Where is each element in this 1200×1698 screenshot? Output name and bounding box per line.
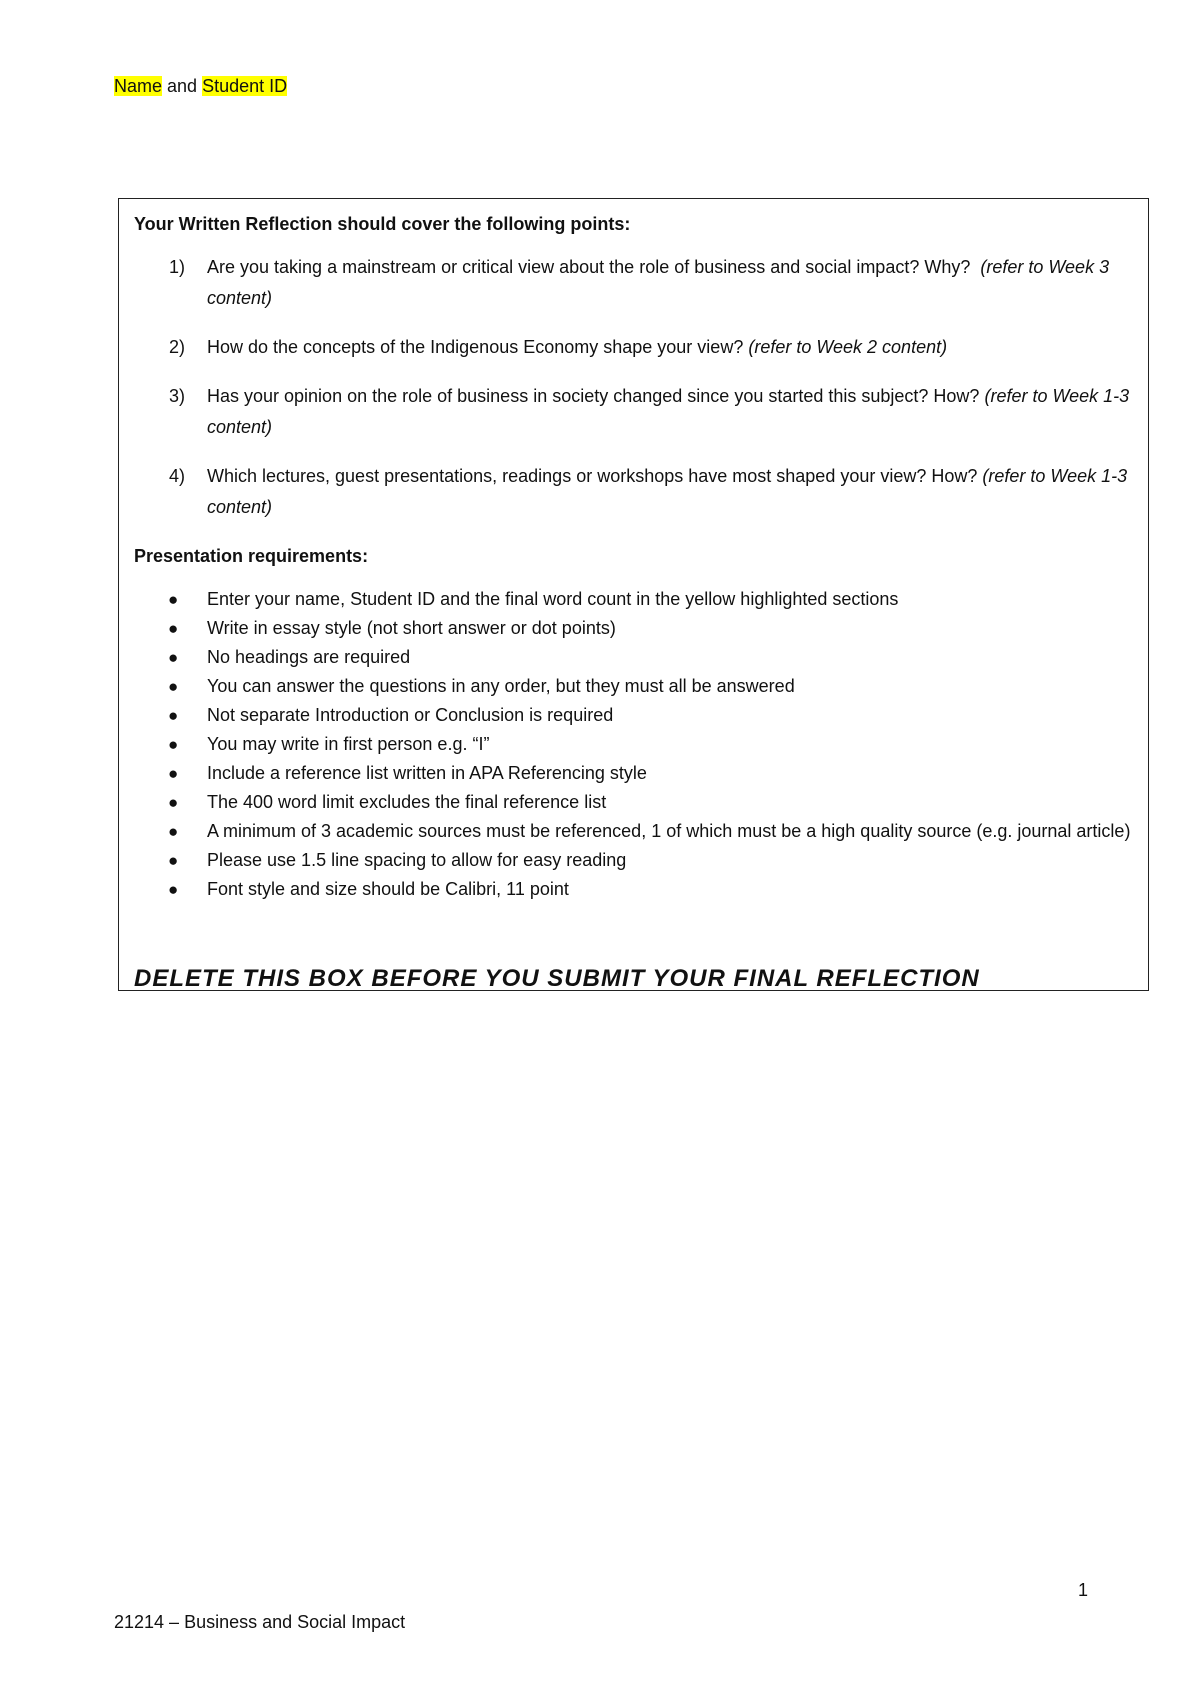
requirement-text: A minimum of 3 academic sources must be referenced, 1 of which must be a high quality source (e.g. journal article) [207,821,1131,841]
requirement-item [134,701,1131,730]
requirement-text: Include a reference list written in APA Referencing style [207,763,647,783]
requirement-item [134,759,1131,788]
requirement-text: Font style and size should be Calibri, 11 point [207,879,569,899]
bullet-icon: ● [168,822,179,841]
question-text: Are you taking a mainstream or critical view about the role of business and social impact? Why? [207,257,981,277]
question-text: Has your opinion on the role of business in society changed since you started this subject? How? [207,386,985,406]
document-header [114,72,287,100]
question-item [134,381,1131,443]
question-text: Which lectures, guest presentations, readings or workshops have most shaped your view? How? [207,466,983,486]
question-item [134,332,1131,363]
bullet-icon: ● [168,677,179,696]
question-list [134,252,1131,523]
requirement-text: The 400 word limit excludes the final reference list [207,792,607,812]
bullet-icon: ● [168,793,179,812]
question-reference: (refer to Week 3 content) [207,257,1110,308]
bullet-icon: ● [168,880,179,899]
question-text: How do the concepts of the Indigenous Economy shape your view? [207,337,749,357]
student-id-placeholder[interactable]: Student ID [202,76,288,96]
delete-box-warning: DELETE THIS BOX BEFORE YOU SUBMIT YOUR FINAL REFLECTION [134,965,980,991]
requirements-heading: Presentation requirements: [134,546,369,566]
requirement-text: You may write in first person e.g. “I” [207,734,490,754]
bullet-icon: ● [168,735,179,754]
question-number: 1) [169,257,186,277]
document-footer: 21214 – Business and Social Impact [114,1612,406,1632]
bullet-icon: ● [168,619,179,638]
question-reference: (refer to Week 2 content) [748,337,948,357]
instructions-content [134,209,1131,904]
requirement-item [134,730,1131,759]
bullet-icon: ● [168,851,179,870]
requirement-text: Please use 1.5 line spacing to allow for easy reading [207,850,627,870]
header-and-text: and [162,76,203,96]
requirement-item [134,875,1131,904]
instructions-box [118,198,1149,991]
requirement-item [134,788,1131,817]
requirement-text: Not separate Introduction or Conclusion is required [207,705,614,725]
question-reference: (refer to Week 1-3 content) [207,386,1130,437]
question-reference: (refer to Week 1-3 content) [207,466,1128,517]
requirement-item [134,614,1131,643]
reflection-heading: Your Written Reflection should cover the following points: [134,214,631,234]
requirement-item [134,672,1131,701]
question-number: 4) [169,466,186,486]
bullet-icon: ● [168,706,179,725]
requirement-text: Enter your name, Student ID and the final word count in the yellow highlighted sections [207,589,899,609]
name-placeholder[interactable]: Name [114,76,163,96]
bullet-icon: ● [168,590,179,609]
bullet-icon: ● [168,648,179,667]
requirement-item [134,643,1131,672]
requirement-text: Write in essay style (not short answer or dot points) [207,618,616,638]
bullet-icon: ● [168,764,179,783]
question-item [134,461,1131,523]
page-number: 1 [1078,1580,1089,1600]
requirement-text: You can answer the questions in any order, but they must all be answered [207,676,795,696]
requirement-item [134,846,1131,875]
question-item [134,252,1131,314]
requirement-text: No headings are required [207,647,411,667]
requirements-list [134,585,1131,904]
requirement-item [134,585,1131,614]
question-number: 2) [169,337,186,357]
requirement-item [134,817,1131,846]
question-number: 3) [169,386,186,406]
